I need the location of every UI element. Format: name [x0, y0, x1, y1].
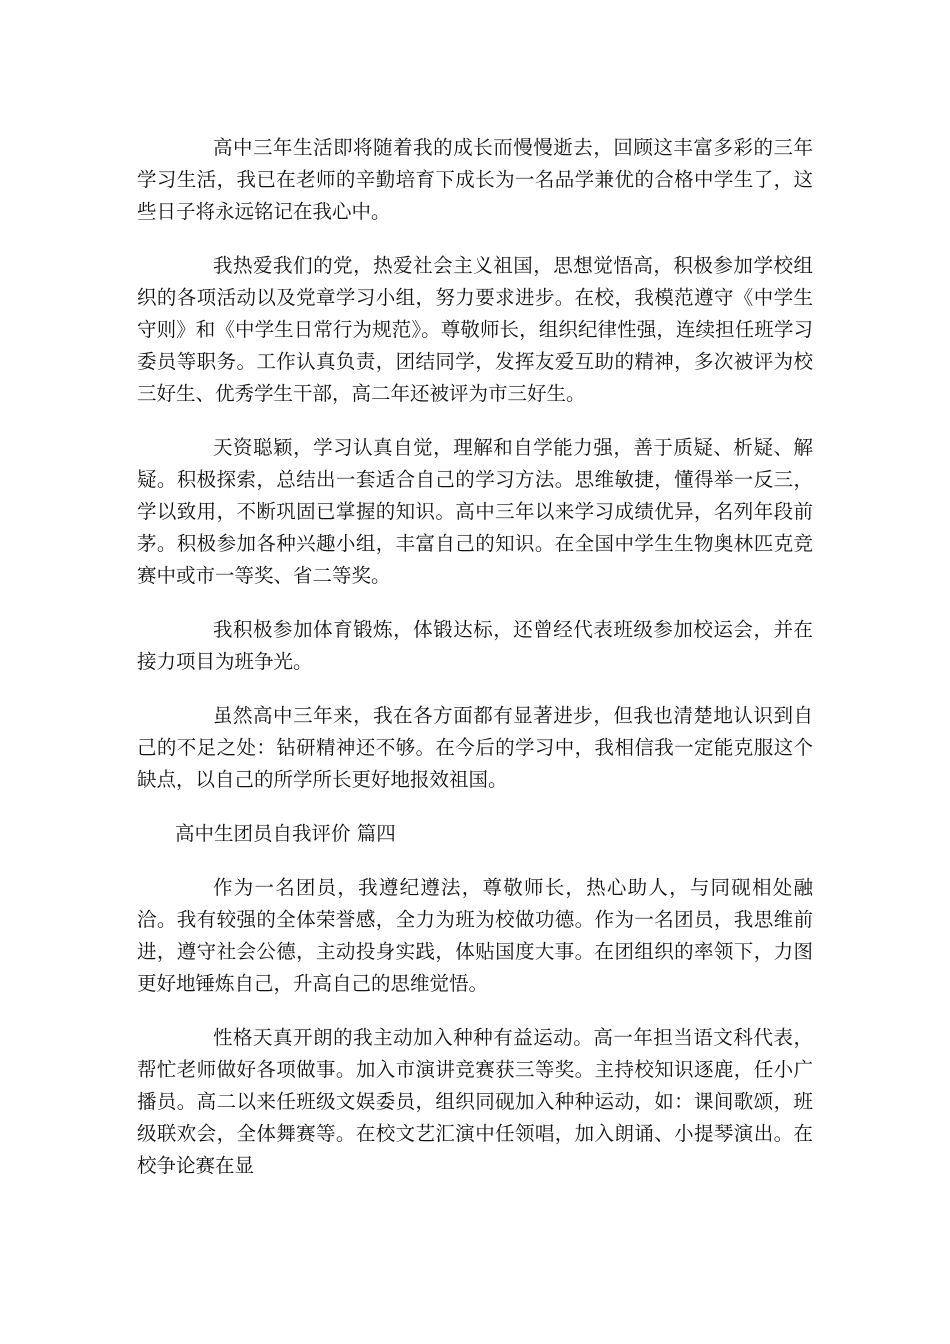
- paragraph-6: 作为一名团员，我遵纪遵法，尊敬师长，热心助人，与同砚相处融洽。我有较强的全体荣誉感，全力为班为校做功德。作为一名团员，我思维前进，遵守社会公德，主动投身实践，体贴国度大事。在团组织的率领下，力图更好地锤炼自己，升高自己的思维觉悟。: [137, 876, 813, 995]
- paragraph-3: 天资聪颖，学习认真自觉，理解和自学能力强，善于质疑、析疑、解疑。积极探索，总结出一套适合自己的学习方法。思维敏捷，懂得举一反三，学以致用，不断巩固已掌握的知识。高中三年以来学习成绩优异，名列年段前茅。积极参加各种兴趣小组，丰富自己的知识。在全国中学生生物奥林匹克竞赛中或市一等奖、省二等奖。: [137, 436, 813, 587]
- document-body: [137, 132, 813, 1204]
- paragraph-7: 性格天真开朗的我主动加入种种有益运动。高一年担当语文科代表，帮忙老师做好各项做事。加入市演讲竞赛获三等奖。主持校知识逐鹿，任小广播员。高二以来任班级文娱委员，组织同砚加入种种运动，如：课间歌颂，班级联欢会，全体舞赛等。在校文艺汇演中任领唱，加入朗诵、小提琴演出。在校争论赛在显: [137, 1026, 813, 1177]
- paragraph-5: 虽然高中三年来，我在各方面都有显著进步，但我也清楚地认识到自己的不足之处：钻研精神还不够。在今后的学习中，我相信我一定能克服这个缺点，以自己的所学所长更好地报效祖国。: [137, 704, 813, 791]
- paragraph-2: 我热爱我们的党，热爱社会主义祖国，思想觉悟高，积极参加学校组织的各项活动以及党章学习小组，努力要求进步。在校，我模范遵守《中学生守则》和《中学生日常行为规范》。尊敬师长，组织纪律性强，连续担任班学习委员等职务。工作认真负责，团结同学，发挥友爱互助的精神，多次被评为校三好生、优秀学生干部，高二年还被评为市三好生。: [137, 254, 813, 405]
- paragraph-1: 高中三年生活即将随着我的成长而慢慢逝去，回顾这丰富多彩的三年学习生活，我已在老师的辛勤培育下成长为一名品学兼优的合格中学生了，这些日子将永远铭记在我心中。: [137, 136, 813, 223]
- section-heading: 高中生团员自我评价 篇四: [175, 822, 396, 845]
- paragraph-4: 我积极参加体育锻炼，体锻达标，还曾经代表班级参加校运会，并在接力项目为班争光。: [137, 618, 813, 673]
